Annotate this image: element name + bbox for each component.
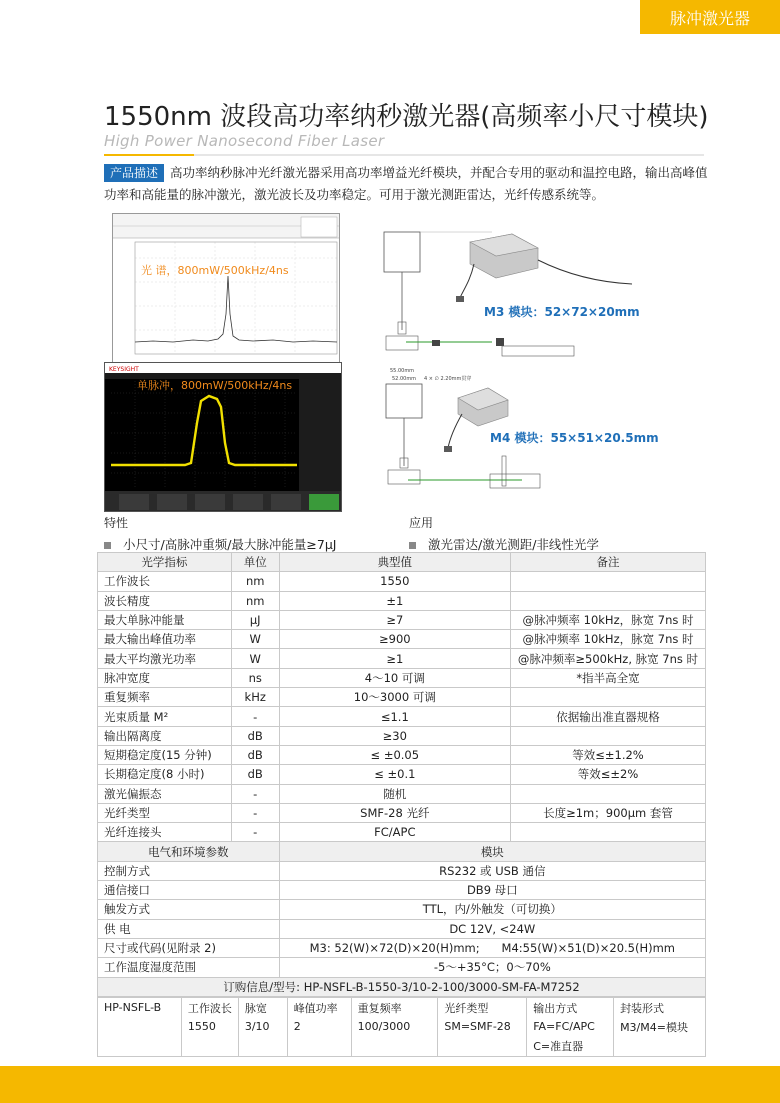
spec-cell: ±1 (279, 591, 510, 610)
spec-cell: 依据输出准直器规格 (510, 707, 705, 726)
spec-cell: W (231, 630, 279, 649)
spec-cell: ns (231, 668, 279, 687)
spec-cell: 脉冲宽度 (98, 668, 232, 687)
order-row (98, 1037, 706, 1057)
title-divider (104, 154, 704, 156)
spec-table (97, 552, 706, 978)
elec-cell: 供 电 (98, 919, 280, 938)
spec-cell: 等效≤±2% (510, 765, 705, 784)
spec-cell: 最大单脉冲能量 (98, 610, 232, 629)
elec-cell: 尺寸或代码(见附录 2) (98, 938, 280, 957)
spec-cell (510, 784, 705, 803)
spec-header-cell: 光学指标 (98, 553, 232, 572)
elec-cell: 控制方式 (98, 861, 280, 880)
elec-cell: -5～+35°C；0～70% (279, 958, 705, 977)
spec-cell: SMF-28 光纤 (279, 803, 510, 822)
spec-cell: 重复频率 (98, 688, 232, 707)
spec-cell: @脉冲频率 10kHz，脉宽 7ns 时 (510, 610, 705, 629)
applications-item (409, 535, 599, 553)
spec-cell: FC/APC (279, 823, 510, 842)
spec-cell: 输出隔离度 (98, 726, 232, 745)
order-cell: M3/M4=模块 (614, 1017, 706, 1037)
order-cell (287, 1037, 351, 1057)
spec-row (98, 823, 706, 842)
spec-cell: 随机 (279, 784, 510, 803)
order-table (97, 997, 706, 1057)
spectrum-figure (112, 213, 340, 365)
spec-cell: 长期稳定度(8 小时) (98, 765, 232, 784)
spec-cell: ≤1.1 (279, 707, 510, 726)
features-label: 特性 (104, 516, 129, 530)
page-subtitle: High Power Nanosecond Fiber Laser (104, 132, 385, 150)
dim-d3: 4 × ∅ 2.20mm贯穿 (424, 376, 472, 382)
features-text: 小尺寸/高脉冲重频/最大脉冲能量≥7μJ (123, 537, 337, 552)
spectrum-caption: 光 谱，800mW/500kHz/4ns (141, 264, 289, 277)
order-cell (438, 1037, 527, 1057)
elec-cell: TTL，内/外触发（可切换） (279, 900, 705, 919)
category-tab[interactable]: 脉冲激光器 (640, 0, 780, 34)
spec-header-cell: 备注 (510, 553, 705, 572)
description-text: 高功率纳秒脉冲光纤激光器采用高功率增益光纤模块，并配合专用的驱动和温控电路，输出高峰值功率和高能量的脉冲激光，激光波长及功率稳定。可用于激光测距雷达，光纤传感系统等。 (104, 165, 708, 202)
order-cell: 2 (287, 1017, 351, 1037)
order-cell: C=准直器 (527, 1037, 614, 1057)
order-cell: SM=SMF-28 (438, 1017, 527, 1037)
order-cell: 1550 (181, 1017, 238, 1037)
elec-row (98, 938, 706, 957)
elec-cell: 触发方式 (98, 900, 280, 919)
m3-label: M3 模块：52×72×20mm (484, 305, 640, 319)
spec-cell: dB (231, 765, 279, 784)
spec-cell: nm (231, 591, 279, 610)
spec-cell: 4～10 可调 (279, 668, 510, 687)
spec-cell: 长度≥1m；900μm 套管 (510, 803, 705, 822)
order-row (98, 1017, 706, 1037)
order-cell: FA=FC/APC (527, 1017, 614, 1037)
applications-label: 应用 (409, 516, 434, 530)
spec-row (98, 803, 706, 822)
spec-cell: 光纤连接头 (98, 823, 232, 842)
elec-cell: M3: 52(W)×72(D)×20(H)mm; M4:55(W)×51(D)×20.5(H)mm (279, 938, 705, 957)
order-cell (98, 1017, 182, 1037)
elec-row (98, 881, 706, 900)
spec-cell: - (231, 803, 279, 822)
order-cell: 100/3000 (351, 1017, 438, 1037)
spec-row (98, 745, 706, 764)
order-cell (181, 1037, 238, 1057)
spec-row (98, 765, 706, 784)
bullet-square-icon (104, 542, 111, 549)
spec-cell: ≥30 (279, 726, 510, 745)
bullet-square-icon (409, 542, 416, 549)
order-cell: 工作波长 (181, 998, 238, 1018)
description-badge: 产品描述 (104, 164, 164, 182)
elec-cell: DC 12V, <24W (279, 919, 705, 938)
order-cell: 3/10 (238, 1017, 287, 1037)
spec-cell: 光束质量 M² (98, 707, 232, 726)
order-title: 订购信息/型号: HP-NSFL-B-1550-3/10-2-100/3000-SM-FA-M7252 (97, 977, 706, 997)
spec-cell: 激光偏振态 (98, 784, 232, 803)
elec-row (98, 861, 706, 880)
order-cell: 峰值功率 (287, 998, 351, 1018)
spec-header-row (98, 553, 706, 572)
elec-cell: DB9 母口 (279, 881, 705, 900)
order-cell (614, 1037, 706, 1057)
elec-row (98, 919, 706, 938)
spec-cell: dB (231, 726, 279, 745)
spec-cell (510, 726, 705, 745)
spec-cell: 波长精度 (98, 591, 232, 610)
order-cell: HP-NSFL-B (98, 998, 182, 1018)
spec-cell: ≥7 (279, 610, 510, 629)
dim-d2: 52.00mm (392, 376, 417, 382)
spec-row (98, 668, 706, 687)
spec-cell: 光纤类型 (98, 803, 232, 822)
spec-cell: - (231, 707, 279, 726)
spec-header-cell: 单位 (231, 553, 279, 572)
spec-header-cell: 典型值 (279, 553, 510, 572)
spec-row (98, 649, 706, 668)
spec-cell: W (231, 649, 279, 668)
order-row (98, 998, 706, 1018)
spec-cell: 10～3000 可调 (279, 688, 510, 707)
spec-row (98, 591, 706, 610)
elec-row (98, 958, 706, 977)
scope-caption: 单脉冲，800mW/500kHz/4ns (137, 379, 293, 392)
spec-cell (510, 688, 705, 707)
dim-d1: 55.00mm (390, 368, 415, 374)
spec-row (98, 572, 706, 591)
spec-cell (510, 823, 705, 842)
spec-cell: 1550 (279, 572, 510, 591)
order-cell (351, 1037, 438, 1057)
elec-cell: 工作温度湿度范围 (98, 958, 280, 977)
spec-cell: nm (231, 572, 279, 591)
spec-cell: 等效≤±1.2% (510, 745, 705, 764)
spec-row (98, 707, 706, 726)
order-cell (98, 1037, 182, 1057)
spec-row (98, 688, 706, 707)
spec-cell: μJ (231, 610, 279, 629)
module-drawings (362, 212, 702, 512)
spec-cell (510, 591, 705, 610)
spec-row (98, 630, 706, 649)
order-cell: 输出方式 (527, 998, 614, 1018)
spec-cell: 最大输出峰值功率 (98, 630, 232, 649)
elec-cell: RS232 或 USB 通信 (279, 861, 705, 880)
elec-cell: 通信接口 (98, 881, 280, 900)
spec-cell: ≥900 (279, 630, 510, 649)
spec-cell: - (231, 823, 279, 842)
m4-label: M4 模块：55×51×20.5mm (490, 431, 659, 445)
order-cell: 脉宽 (238, 998, 287, 1018)
module-drawings-svg (362, 212, 702, 512)
scope-brand: KEYSIGHT (109, 366, 139, 373)
features-item (104, 535, 337, 553)
order-cell (238, 1037, 287, 1057)
spec-cell: ≤ ±0.1 (279, 765, 510, 784)
spec-cell: 最大平均激光功率 (98, 649, 232, 668)
oscilloscope-plot (105, 363, 342, 512)
spec-cell: 短期稳定度(15 分钟) (98, 745, 232, 764)
spec-row (98, 610, 706, 629)
elec-row (98, 900, 706, 919)
spec-row (98, 784, 706, 803)
spec-cell: ≥1 (279, 649, 510, 668)
order-cell: 封装形式 (614, 998, 706, 1018)
product-description (104, 162, 710, 206)
spec-cell: dB (231, 745, 279, 764)
elec-header-cell: 电气和环境参数 (98, 842, 280, 861)
spectrum-plot (113, 214, 340, 365)
order-cell: 重复频率 (351, 998, 438, 1018)
footer-bar (0, 1066, 780, 1103)
applications-text: 激光雷达/激光测距/非线性光学 (428, 537, 599, 552)
spec-cell: @脉冲频率 10kHz，脉宽 7ns 时 (510, 630, 705, 649)
order-cell: 光纤类型 (438, 998, 527, 1018)
spec-cell: @脉冲频率≥500kHz, 脉宽 7ns 时 (510, 649, 705, 668)
spec-cell: 工作波长 (98, 572, 232, 591)
spec-cell: *指半高全宽 (510, 668, 705, 687)
page-title: 1550nm 波段高功率纳秒激光器(高频率小尺寸模块) (104, 102, 709, 132)
spec-cell: ≤ ±0.05 (279, 745, 510, 764)
spec-cell (510, 572, 705, 591)
spec-cell: kHz (231, 688, 279, 707)
elec-header-row (98, 842, 706, 861)
spec-cell: - (231, 784, 279, 803)
oscilloscope-figure (104, 362, 342, 512)
elec-header-cell: 模块 (279, 842, 705, 861)
spec-row (98, 726, 706, 745)
